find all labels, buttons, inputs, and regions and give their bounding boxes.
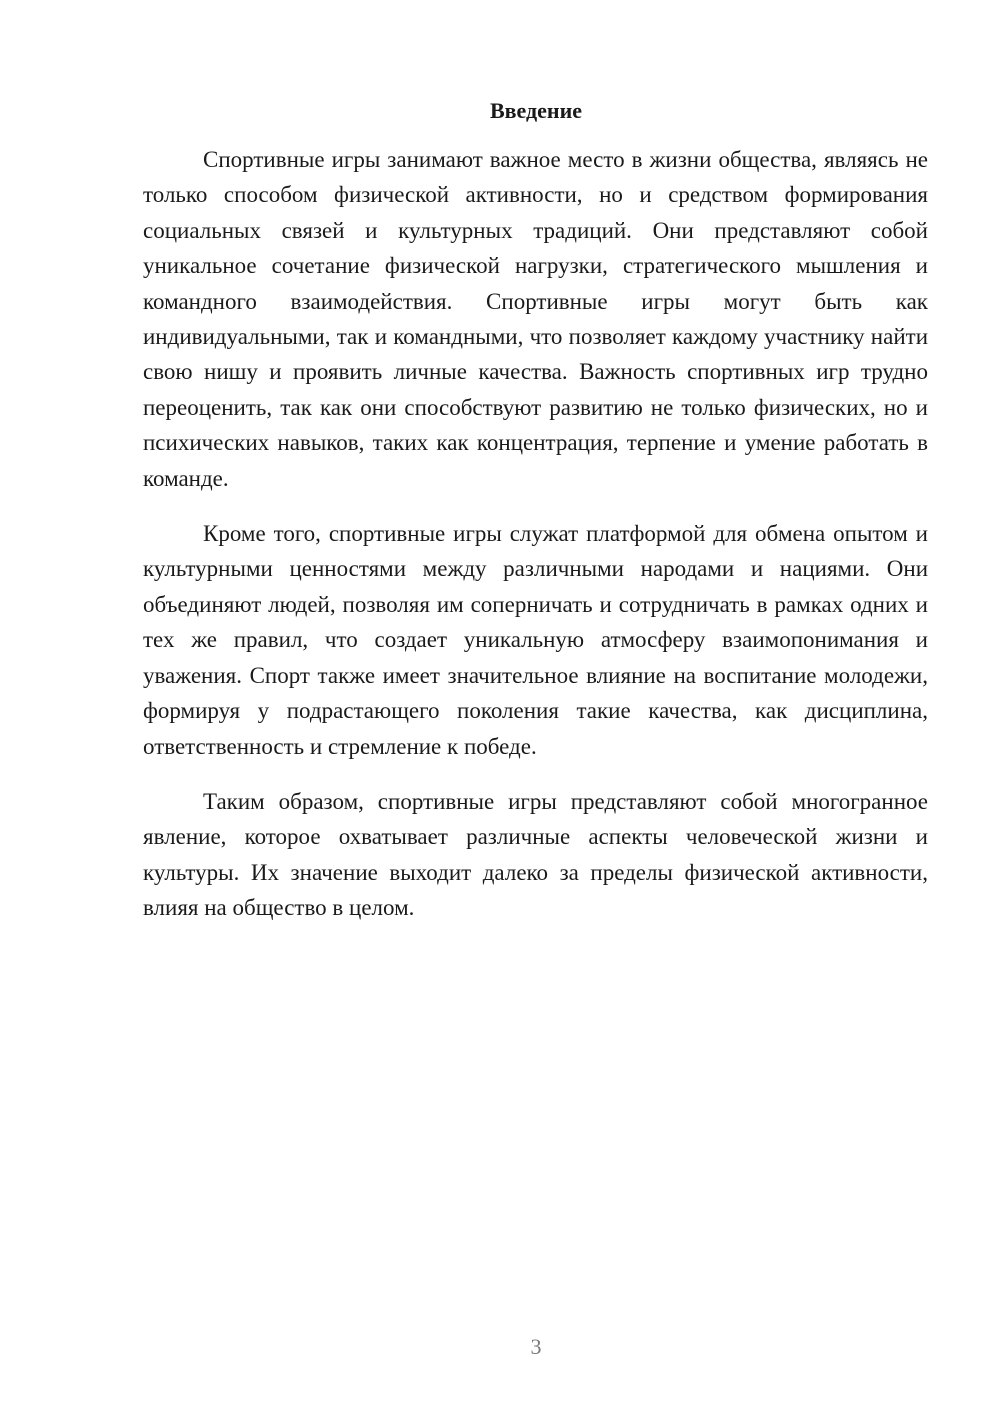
paragraph-1: Спортивные игры занимают важное место в жизни общества, являясь не только способом физической активности, но и средством формирования социальных связей и культурных традиций. Они представляют собой уникальное сочетание физической нагрузки, стратегического мышления и командного взаимодействия. Спортивные игры могут быть как индивидуальными, так и командными, что позволяет каждому участнику найти свою нишу и проявить личные качества. Важность спортивных игр трудно переоценить, так как они способствуют развитию не только физических, но и психических навыков, таких как концентрация, терпение и умение работать в команде. xyxy=(143,147,928,491)
page-number: 3 xyxy=(530,1334,542,1359)
paragraph-2: Кроме того, спортивные игры служат платформой для обмена опытом и культурными ценностями между различными народами и нациями. Они объединяют людей, позволяя им соперничать и сотрудничать в рамках одних и тех же правил, что создает уникальную атмосферу взаимопонимания и уважения. Спорт также имеет значительное влияние на воспитание молодежи, формируя у подрастающего поколения такие качества, как дисциплина, ответственность и стремление к победе. xyxy=(143,521,928,759)
section-title: Введение xyxy=(489,98,583,123)
paragraph-3: Таким образом, спортивные игры представляют собой многогранное явление, которое охватывает различные аспекты человеческой жизни и культуры. Их значение выходит далеко за пределы физической активности, влияя на общество в целом. xyxy=(143,788,928,921)
body-text xyxy=(143,142,928,946)
